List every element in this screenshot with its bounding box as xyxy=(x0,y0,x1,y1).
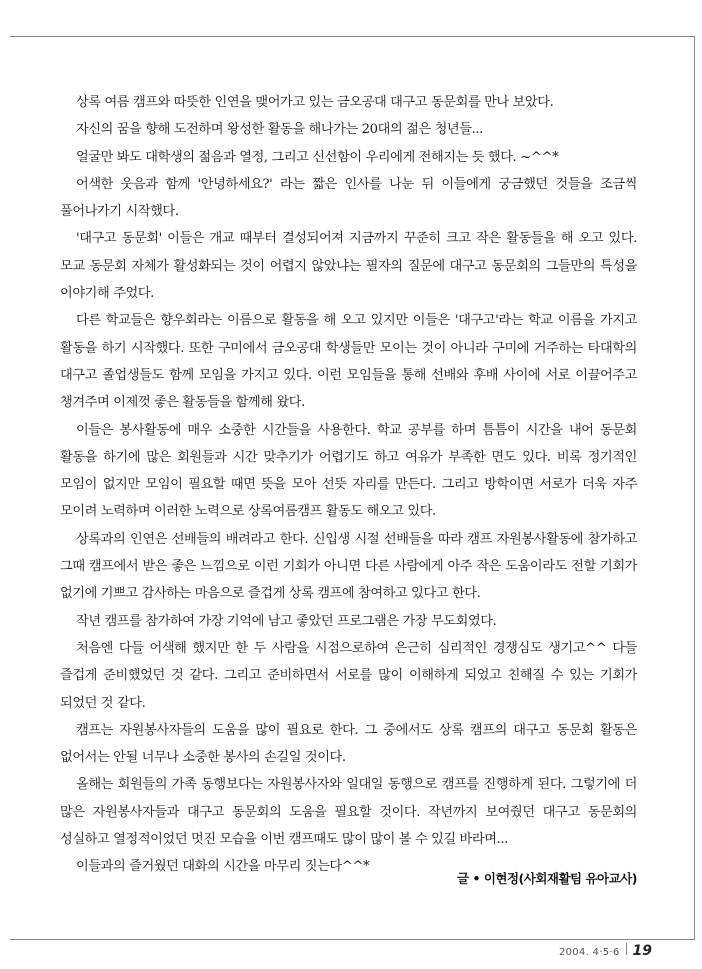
author-byline: 글 • 이현정(사회재활팀 유아교사) xyxy=(457,871,637,886)
paragraph: 다른 학교들은 향우회라는 이름으로 활동을 해 오고 있지만 이들은 '대구고'라는 학교 이름을 가지고 활동을 하기 시작했다. 또한 구미에서 금오공대 학생들만 모이는 것이 아니라 구미에 거주하는 타대학의 대구고 졸업생들도 함께 모임을 가지고 있다. 이런 모임들을 통해 선배와 후배 사이에 서로 이끌어주고 챙겨주며 이제껏 좋은 활동들을 함께해 왔다. xyxy=(60,313,637,411)
paragraph: 얼굴만 봐도 대학생의 젊음과 열정, 그리고 신선함이 우리에게 전해지는 듯 했다. ~^^* xyxy=(76,149,559,165)
paragraph: 자신의 꿈을 향해 도전하며 왕성한 활동을 해나가는 20대의 젊은 청년들... xyxy=(76,122,483,138)
paragraph: 작년 캠프를 참가하여 가장 기억에 남고 좋았던 프로그램은 가장 무도회였다. xyxy=(76,613,497,629)
paragraph: 이들과의 즐거웠던 대화의 시간을 마무리 짓는다^^* xyxy=(76,859,370,875)
paragraph: 처음엔 다들 어색해 했지만 한 두 사람을 시점으로하여 은근히 심리적인 경쟁심도 생기고^^ 다들 즐겁게 준비했었던 것 같다. 그리고 준비하면서 서로를 많이 이해하게 되었고 친해질 수 있는 기회가 되었던 것 같다. xyxy=(60,640,637,711)
footer-divider xyxy=(626,943,627,955)
paragraph: 상록과의 인연은 선배들의 배려라고 한다. 신입생 시절 선배들을 따라 캠프 자원봉사활동에 참가하고 그때 캠프에서 받은 좋은 느낌으로 이런 기회가 아니면 다른 사람에게 아주 작은 도움이라도 전할 기회가 없기에 기쁘고 감사하는 마음으로 즐겁게 상록 캠프에 참여하고 있다고 한다. xyxy=(60,531,637,602)
frame-top-rule xyxy=(10,36,695,37)
issue-date: 2004. 4·5·6 xyxy=(558,947,620,958)
page-footer xyxy=(559,943,652,959)
frame-right-rule xyxy=(694,36,695,939)
paragraph: '대구고 동문회' 이들은 개교 때부터 결성되어져 지금까지 꾸준히 크고 작은 활동들을 해 오고 있다. 모교 동문회 자체가 활성화되는 것이 어렵지 않았냐는 필자의 질문에 대구고 동문회의 그들만의 특성을 이야기해 주었다. xyxy=(60,231,637,302)
paragraph: 어색한 웃음과 함께 '안녕하세요?' 라는 짧은 인사를 나눈 뒤 이들에게 궁금했던 것들을 조금씩 풀어나가기 시작했다. xyxy=(60,176,637,220)
paragraph: 캠프는 자원봉사자들의 도움을 많이 필요로 한다. 그 중에서도 상록 캠프의 대구고 동문회 활동은 없어서는 안될 너무나 소중한 봉사의 손길일 것이다. xyxy=(60,722,637,766)
article-body xyxy=(60,89,637,881)
paragraph: 올해는 회원들의 가족 동행보다는 자원봉사자와 일대일 동행으로 캠프를 진행하게 된다. 그렇기에 더 많은 자원봉사자들과 대구고 동문회의 도움을 필요할 것이다. 작년까지 보여줬던 대구고 동문회의 성실하고 열정적이었던 멋진 모습을 이번 캠프때도 많이 많이 볼 수 있길 바라며... xyxy=(60,777,637,848)
paragraph: 이들은 봉사활동에 매우 소중한 시간들을 사용한다. 학교 공부를 하며 틈틈이 시간을 내어 동문회 활동을 하기에 많은 회원들과 시간 맞추기가 어렵기도 하고 여유가 부족한 면도 있다. 비록 정기적인 모임이 없지만 모임이 필요할 때면 뜻을 모아 선뜻 자리를 만든다. 그리고 방학이면 서로가 더욱 자주 모이려 노력하며 이러한 노력으로 상록여름캠프 활동도 해오고 있다. xyxy=(60,422,637,520)
frame-bottom-rule xyxy=(10,939,695,940)
paragraph: 상록 여름 캠프와 따뜻한 인연을 맺어가고 있는 금오공대 대구고 동문회를 만나 보았다. xyxy=(76,95,554,110)
page-number: 19 xyxy=(632,943,652,959)
